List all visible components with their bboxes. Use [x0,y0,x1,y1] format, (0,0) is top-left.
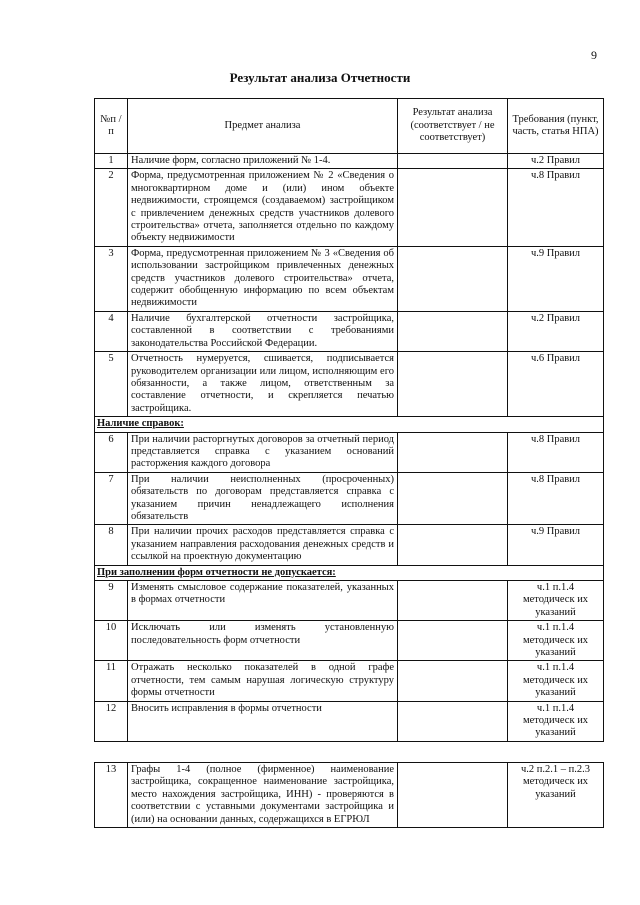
table-row [95,472,604,525]
table-header-row [95,99,604,154]
row-requirement: ч.9 Правил [508,246,604,311]
row-requirement: ч.1 п.1.4 методическ их указаний [508,701,604,741]
row-subject: Отражать несколько показателей в одной графе отчетности, тем самым нарушая логическую структуру формы отчетности [128,661,398,701]
row-subject: Отчетность нумеруется, сшивается, подписывается руководителем организации или лицом, исполняющим его обязанности, а также лицом, ответственным за составление отчетности, и скрепляется печатью застройщика. [128,352,398,417]
row-result [398,169,508,246]
table-row [95,661,604,701]
section-title-prohibited: При заполнении форм отчетности не допускается: [95,565,604,580]
row-requirement: ч.1 п.1.4 методическ их указаний [508,581,604,621]
header-num: №п /п [95,99,128,154]
table-row [95,311,604,351]
table-gap [95,741,604,762]
table-row [95,432,604,472]
analysis-table [94,98,603,828]
row-requirement: ч.2 Правил [508,154,604,169]
row-subject: Исключать или изменять установленную последовательность форм отчетности [128,621,398,661]
page-title: Результат анализа Отчетности [229,70,411,85]
row-result [398,472,508,525]
row-num: 7 [95,472,128,525]
row-subject: Наличие форм, согласно приложений № 1-4. [128,154,398,169]
row-result [398,701,508,741]
row-num: 11 [95,661,128,701]
row-subject: Форма, предусмотренная приложением № 3 «Сведения об использовании застройщиком привлеченных денежных средств участников долевого строительства» отчета, содержит обобщенную информацию по всем объектам недвижимости [128,246,398,311]
table-row [95,762,604,827]
row-requirement: ч.8 Правил [508,432,604,472]
row-requirement: ч.1 п.1.4 методическ их указаний [508,621,604,661]
row-result [398,246,508,311]
row-num: 3 [95,246,128,311]
table-row [95,154,604,169]
row-result [398,352,508,417]
header-subject: Предмет анализа [128,99,398,154]
row-result [398,661,508,701]
section-title-certificates: Наличие справок: [95,417,604,432]
row-requirement: ч.1 п.1.4 методическ их указаний [508,661,604,701]
table-row [95,352,604,417]
table-row [95,701,604,741]
row-num: 2 [95,169,128,246]
row-result [398,154,508,169]
row-requirement: ч.6 Правил [508,352,604,417]
row-result [398,525,508,565]
table-row [95,581,604,621]
row-subject: При наличии расторгнутых договоров за отчетный период представляется справка с указанием оснований расторжения каждого договора [128,432,398,472]
table-row [95,246,604,311]
section-row [95,417,604,432]
table-row [95,169,604,246]
table-row [95,525,604,565]
row-subject: Наличие бухгалтерской отчетности застройщика, составленной в соответствии с требованиями законодательства Российской Федерации. [128,311,398,351]
row-num: 9 [95,581,128,621]
row-requirement: ч.8 Правил [508,169,604,246]
row-requirement: ч.2 Правил [508,311,604,351]
row-subject: При наличии неисполненных (просроченных) обязательств по договорам представляется справка с указанием причин ненадлежащего исполнения обязательств [128,472,398,525]
row-subject: Вносить исправления в формы отчетности [128,701,398,741]
row-subject: Форма, предусмотренная приложением № 2 «Сведения о многоквартирном доме и (или) ином объекте недвижимости, строящемся (создаваемом) застройщиком с привлечением денежных средств участников долевого строительства» отчета, заполняется отдельно по каждому объекту недвижимости [128,169,398,246]
page-number: 9 [591,48,597,62]
row-result [398,432,508,472]
row-requirement: ч.2 п.2.1 – п.2.3 методическ их указаний [508,762,604,827]
header-requirements: Требования (пункт, часть, статья НПА) [508,99,604,154]
row-subject: При наличии прочих расходов представляется справка с указанием направления расходования денежных средств и ссылкой на проектную документацию [128,525,398,565]
row-requirement: ч.9 Правил [508,525,604,565]
row-requirement: ч.8 Правил [508,472,604,525]
row-num: 4 [95,311,128,351]
row-subject: Изменять смысловое содержание показателей, указанных в формах отчетности [128,581,398,621]
table-row [95,621,604,661]
row-subject: Графы 1-4 (полное (фирменное) наименование застройщика, сокращенное наименование застройщика, место нахождения застройщика, ИНН) - проверяются в соответствии с уставными документами застройщика и (или) на основании данных, содержащихся в ЕГРЮЛ [128,762,398,827]
row-num: 6 [95,432,128,472]
row-result [398,311,508,351]
row-num: 12 [95,701,128,741]
row-num: 8 [95,525,128,565]
header-result: Результат анализа (соответствует / не соответствует) [398,99,508,154]
row-result [398,581,508,621]
row-result [398,621,508,661]
section-row [95,565,604,580]
row-num: 1 [95,154,128,169]
row-num: 5 [95,352,128,417]
row-result [398,762,508,827]
row-num: 10 [95,621,128,661]
row-num: 13 [95,762,128,827]
